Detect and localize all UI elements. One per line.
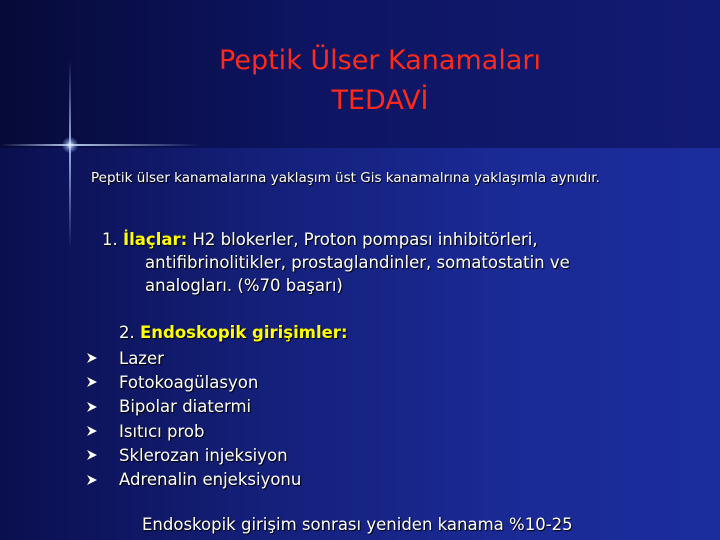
arrowhead-bullet-icon bbox=[86, 425, 119, 437]
list-item bbox=[86, 346, 301, 370]
item-text-line1: H2 blokerler, Proton pompası inhibitörleri, bbox=[187, 230, 538, 249]
list-item-label: Lazer bbox=[119, 348, 164, 368]
arrowhead-bullet-icon bbox=[86, 376, 119, 388]
arrowhead-bullet-icon bbox=[86, 449, 119, 461]
item-text-line3: analogları. (%70 başarı) bbox=[145, 276, 343, 295]
endoscopy-methods-list bbox=[86, 346, 301, 492]
lens-flare-horizontal bbox=[0, 144, 200, 146]
list-item-label: Isıtıcı prob bbox=[119, 421, 205, 441]
list-item bbox=[86, 419, 301, 443]
arrowhead-bullet-icon bbox=[86, 474, 119, 486]
list-item-endoscopy bbox=[119, 322, 348, 344]
lens-flare-star-icon bbox=[69, 60, 71, 250]
item-label: Endoskopik girişimler: bbox=[140, 323, 348, 342]
list-item bbox=[86, 443, 301, 467]
list-item-label: Fotokoagülasyon bbox=[119, 372, 259, 392]
list-item bbox=[86, 467, 301, 491]
intro-text: Peptik ülser kanamalarına yaklaşım üst Gis kanamalrına yaklaşımla aynıdır. bbox=[91, 170, 600, 186]
item-number: 2. bbox=[119, 323, 135, 342]
list-item bbox=[86, 395, 301, 419]
arrowhead-bullet-icon bbox=[86, 352, 119, 364]
list-item bbox=[86, 370, 301, 394]
slide-title: Peptik Ülser Kanamaları bbox=[219, 45, 541, 76]
item-label: İlaçlar: bbox=[123, 230, 188, 249]
list-item-label: Adrenalin enjeksiyonu bbox=[119, 470, 302, 490]
item-text-line2: antifibrinolitikler, prostaglandinler, somatostatin ve bbox=[145, 253, 570, 272]
arrowhead-bullet-icon bbox=[86, 401, 119, 413]
slide-subtitle: TEDAVİ bbox=[331, 85, 429, 116]
lens-flare-core bbox=[62, 137, 78, 153]
list-item-medications bbox=[102, 228, 662, 297]
footer-note: Endoskopik girişim sonrası yeniden kanama %10-25 bbox=[142, 515, 573, 534]
item-number: 1. bbox=[102, 230, 118, 249]
list-item-label: Sklerozan injeksiyon bbox=[119, 445, 288, 465]
list-item-label: Bipolar diatermi bbox=[119, 397, 252, 417]
